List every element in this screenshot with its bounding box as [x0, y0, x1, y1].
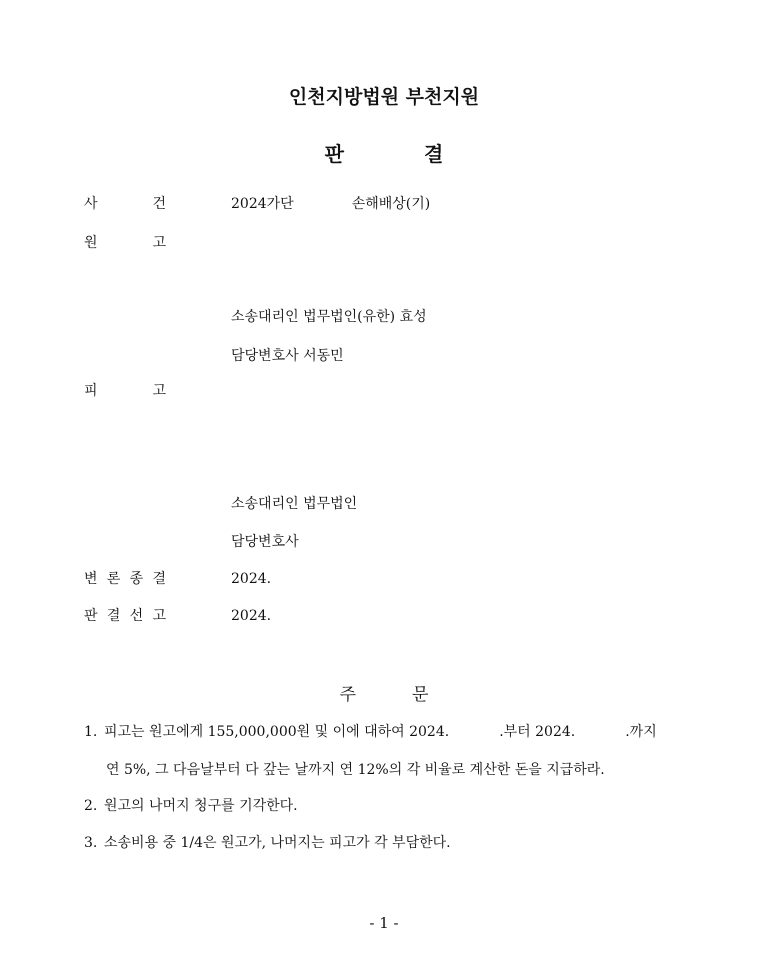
- ruling-date: 2024.: [231, 608, 272, 624]
- order-item-1-number: 1.: [84, 724, 98, 740]
- order-title: 주 문: [339, 685, 429, 705]
- plaintiff-agent: 소송대리인 법무법인(유한) 효성: [231, 309, 427, 325]
- title-char-2: 결: [424, 142, 444, 166]
- order-item-2: 2. 원고의 나머지 청구를 기각한다.: [84, 798, 298, 814]
- document-title: [0, 138, 768, 167]
- case-name: 손해배상(기): [351, 196, 431, 212]
- redacted-case-number: [294, 196, 352, 210]
- plaintiff-lawyer: 담당변호사 서동민: [231, 348, 344, 364]
- defendant-label: 피 고: [84, 383, 166, 399]
- court-name: 인천지방법원 부천지원: [288, 86, 480, 108]
- case-label: 사 건: [84, 196, 166, 212]
- order-item-3-number: 3.: [84, 835, 98, 851]
- plaintiff-label: 원 고: [84, 235, 166, 251]
- defendant-lawyer: 담당변호사: [231, 534, 299, 550]
- page-number: - 1 -: [369, 914, 399, 932]
- redacted-date-2: [575, 724, 625, 738]
- defendant-agent: 소송대리인 법무법인: [231, 496, 358, 512]
- case-number: 2024가단: [231, 196, 294, 212]
- closing-label: 변 론 종 결: [84, 571, 166, 587]
- closing-date: 2024.: [231, 571, 272, 587]
- order-item-3: 3. 소송비용 중 1/4은 원고가, 나머지는 피고가 각 부담한다.: [84, 835, 451, 851]
- case-value: [231, 194, 430, 214]
- order-item-1-line-1: 1. 피고는 원고에게 155,000,000원 및 이에 대하여 2024. .부터 2024. .까지: [84, 724, 657, 740]
- order-item-2-number: 2.: [84, 798, 98, 814]
- title-char-1: 판: [324, 142, 344, 166]
- ruling-label: 판 결 선 고: [84, 608, 166, 624]
- redacted-date-1: [449, 724, 499, 738]
- order-item-1-line-2: 연 5%, 그 다음날부터 다 갚는 날까지 연 12%의 각 비율로 계산한 돈을 지급하라.: [106, 762, 605, 778]
